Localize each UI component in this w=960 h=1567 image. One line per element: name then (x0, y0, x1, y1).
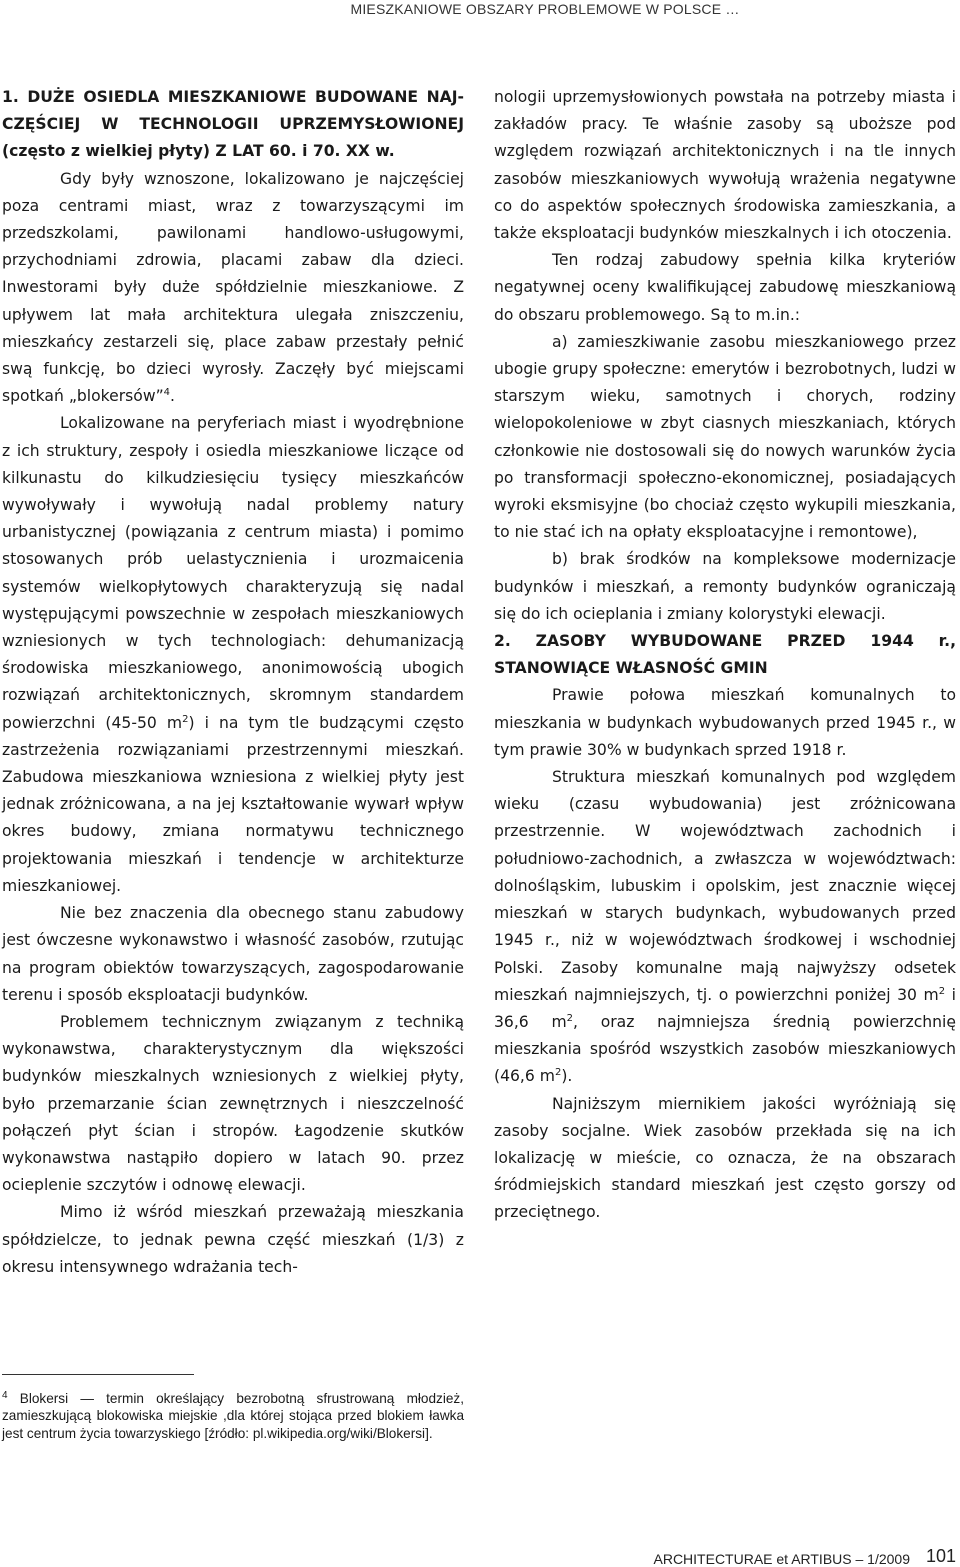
list-item: b) brak środków na kompleksowe modernizacje budynków i mieszkań, a remonty budynków ograniczają się do ich ocieplania i zmiany kolorystyki elewacji. (494, 550, 956, 623)
paragraph: Problemem technicznym związanym z techniką wykonawstwa, charakterystycznym dla większości budynków mieszkalnych wzniesionych z wielkiej płyty, było przemarzanie ścian zewnętrznych i nieszczelność połączeń płyt ścian i stropów. Łagodzenie skutków wykonawstwa nastąpiło dopiero w latach 90. przez ocieplenie szczytów i odnowę elewacji. (2, 1012, 464, 1195)
journal-footer: ARCHITECTURAE et ARTIBUS – 1/2009 (653, 1551, 910, 1567)
paragraph: Nie bez znaczenia dla obecnego stanu zabudowy jest ówczesne wykonawstwo i własność zasobów, rzutując na program obiektów towarzyszących, zagospodarowanie terenu i sposób eksploatacji budynków. (2, 904, 464, 1004)
footnote-divider (2, 1374, 194, 1375)
footnote (2, 1390, 464, 1442)
paragraph: Ten rodzaj zabudowy spełnia kilka kryteriów negatywnej oceny kwalifikującej zabudowę mieszkaniową do obszaru problemowego. Są to m.in.: (494, 251, 956, 324)
footnote-text: Blokersi — termin określający bezrobotną sfrustrowaną młodzież, zamieszkującą blokowiska miejskie ,dla której stojąca przed blokiem ławka jest centrum życia towarzyskiego [źródło: pl.wikipedia.org/wiki/Blokersi]. (2, 1391, 464, 1441)
section-heading-1: 1. DUŻE OSIEDLA MIESZKANIOWE BUDOWANE NAJ-CZĘŚCIEJ W TECHNOLOGII UPRZEMYSŁOWIONEJ (często z wielkiej płyty) Z LAT 60. i 70. XX w. (2, 88, 464, 161)
paragraph: Najniższym miernikiem jakości wyróżniają się zasoby socjalne. Wiek zasobów przekłada się na ich lokalizację w mieście, co oznacza, że na obszarach śródmiejskich standard mieszkań jest często gorszy od przeciętnego. (494, 1094, 956, 1222)
paragraph: Mimo iż wśród mieszkań przeważają mieszkania spółdzielcze, to jednak pewna część mieszkań (1/3) z okresu intensywnego wdrażania tech- (2, 1203, 464, 1276)
footnote-reference[interactable]: 4 (163, 387, 171, 399)
paragraph: nologii uprzemysłowionych powstała na potrzeby miasta i zakładów pracy. Te właśnie zasoby są uboższe pod względem rozwiązań architektonicznych i na tle innych zasobów mieszkaniowych wywołują wrażenia negatywne co do aspektów społecznych środowiska zamieszkania, a także eksploatacji budynków mieszkalnych i ich otoczenia. (494, 88, 956, 243)
left-column (2, 84, 464, 1281)
footnote-number: 4 (2, 1390, 8, 1401)
page-number: 101 (925, 1546, 956, 1566)
list-item: a) zamieszkiwanie zasobu mieszkaniowego przez ubogie grupy społeczne: emerytów i bezrobotnych, ludzi w starszym wieku, samotnych i chorych, rodziny wielopokoleniowe w zbyt ciasnych mieszkaniach, których członkowie nie dostosowali się do nowych warunków życia po transformacji społeczno-ekonomicznej, posiadających wyroki eksmisyjne (bo chociaż często wykupili mieszkania, to nie stać ich na opłaty eksploatacyjne i remontowe), (494, 332, 956, 542)
paragraph: Prawie połowa mieszkań komunalnych to mieszkania w budynkach wybudowanych przed 1945 r., w tym prawie 30% w budynkach sprzed 1918 r. (494, 686, 956, 759)
right-column (494, 84, 956, 1227)
running-header: MIESZKANIOWE OBSZARY PROBLEMOWE W POLSCE … (350, 1, 740, 17)
paragraph: Lokalizowane na peryferiach miast i wyodrębnione z ich struktury, zespoły i osiedla mieszkaniowe liczące od kilkunastu do kilkudziesięciu tysięcy mieszkańców wywoływały i wywołują nadal problemy natury urbanistycznej (powiązania z centrum miasta) i pomimo stosowanych prób uelastycznienia i urozmaicenia systemów wielkopłytowych charakteryzują się nadal występującymi powszechnie w zespołach mieszkaniowych wzniesionych w tych technologiach: dehumanizacją środowiska mieszkaniowego, anonimowością ubogich rozwiązań architektonicznych, skromnym standardem powierzchni (45-50 $m^2$) i na tym tle budzącymi często zastrzeżenia rozwiązaniami przestrzennymi mieszkań. Zabudowa mieszkaniowa wzniesiona z wielkiej płyty jest jednak zróżnicowana, a na jej kształtowanie wywarł wpływ okres budowy, zmiana normatywu technicznego projektowania mieszkań i tendencje w architekturze mieszkaniowej. (2, 414, 464, 895)
paragraph: Struktura mieszkań komunalnych pod względem wieku (czasu wybudowania) jest zróżnicowana przestrzennie. W województwach zachodnich i południowo-zachodnich, a zwłaszcza w województwach: dolnośląskim, lubuskim i opolskim, jest znacznie więcej mieszkań w starych budynkach, wybudowanych przed 1945 r., niż w województwach środkowej i wschodniej Polski. Zasoby komunalne mają najwyższy odsetek mieszkań najmniejszych, tj. o powierzchni poniżej 30 $m^2$ i 36,6 $m^2$, oraz najmniejsza średnią powierzchnię mieszkania spośród wszystkich zasobów mieszkaniowych (46,6 $m^2$). (494, 768, 956, 1086)
paragraph: Gdy były wznoszone, lokalizowano je najczęściej poza centrami miast, wraz z towarzyszącymi im przedszkolami, pawilonami handlowo-usługowymi, przychodniami zdrowia, placami zabaw dla dzieci. Inwestorami były duże spółdzielnie mieszkaniowe. Z upływem lat mała architektura ulegała zniszczeniu, mieszkańcy zestarzeli się, place zabaw przestały pełnić swą funkcję, bo dzieci wyrosły. Zaczęły być miejscami spotkań „blokersów”$^4$. (2, 169, 464, 406)
section-heading-2: 2. ZASOBY WYBUDOWANE PRZED 1944 r., STANOWIĄCE WŁASNOŚĆ GMIN (494, 632, 956, 678)
